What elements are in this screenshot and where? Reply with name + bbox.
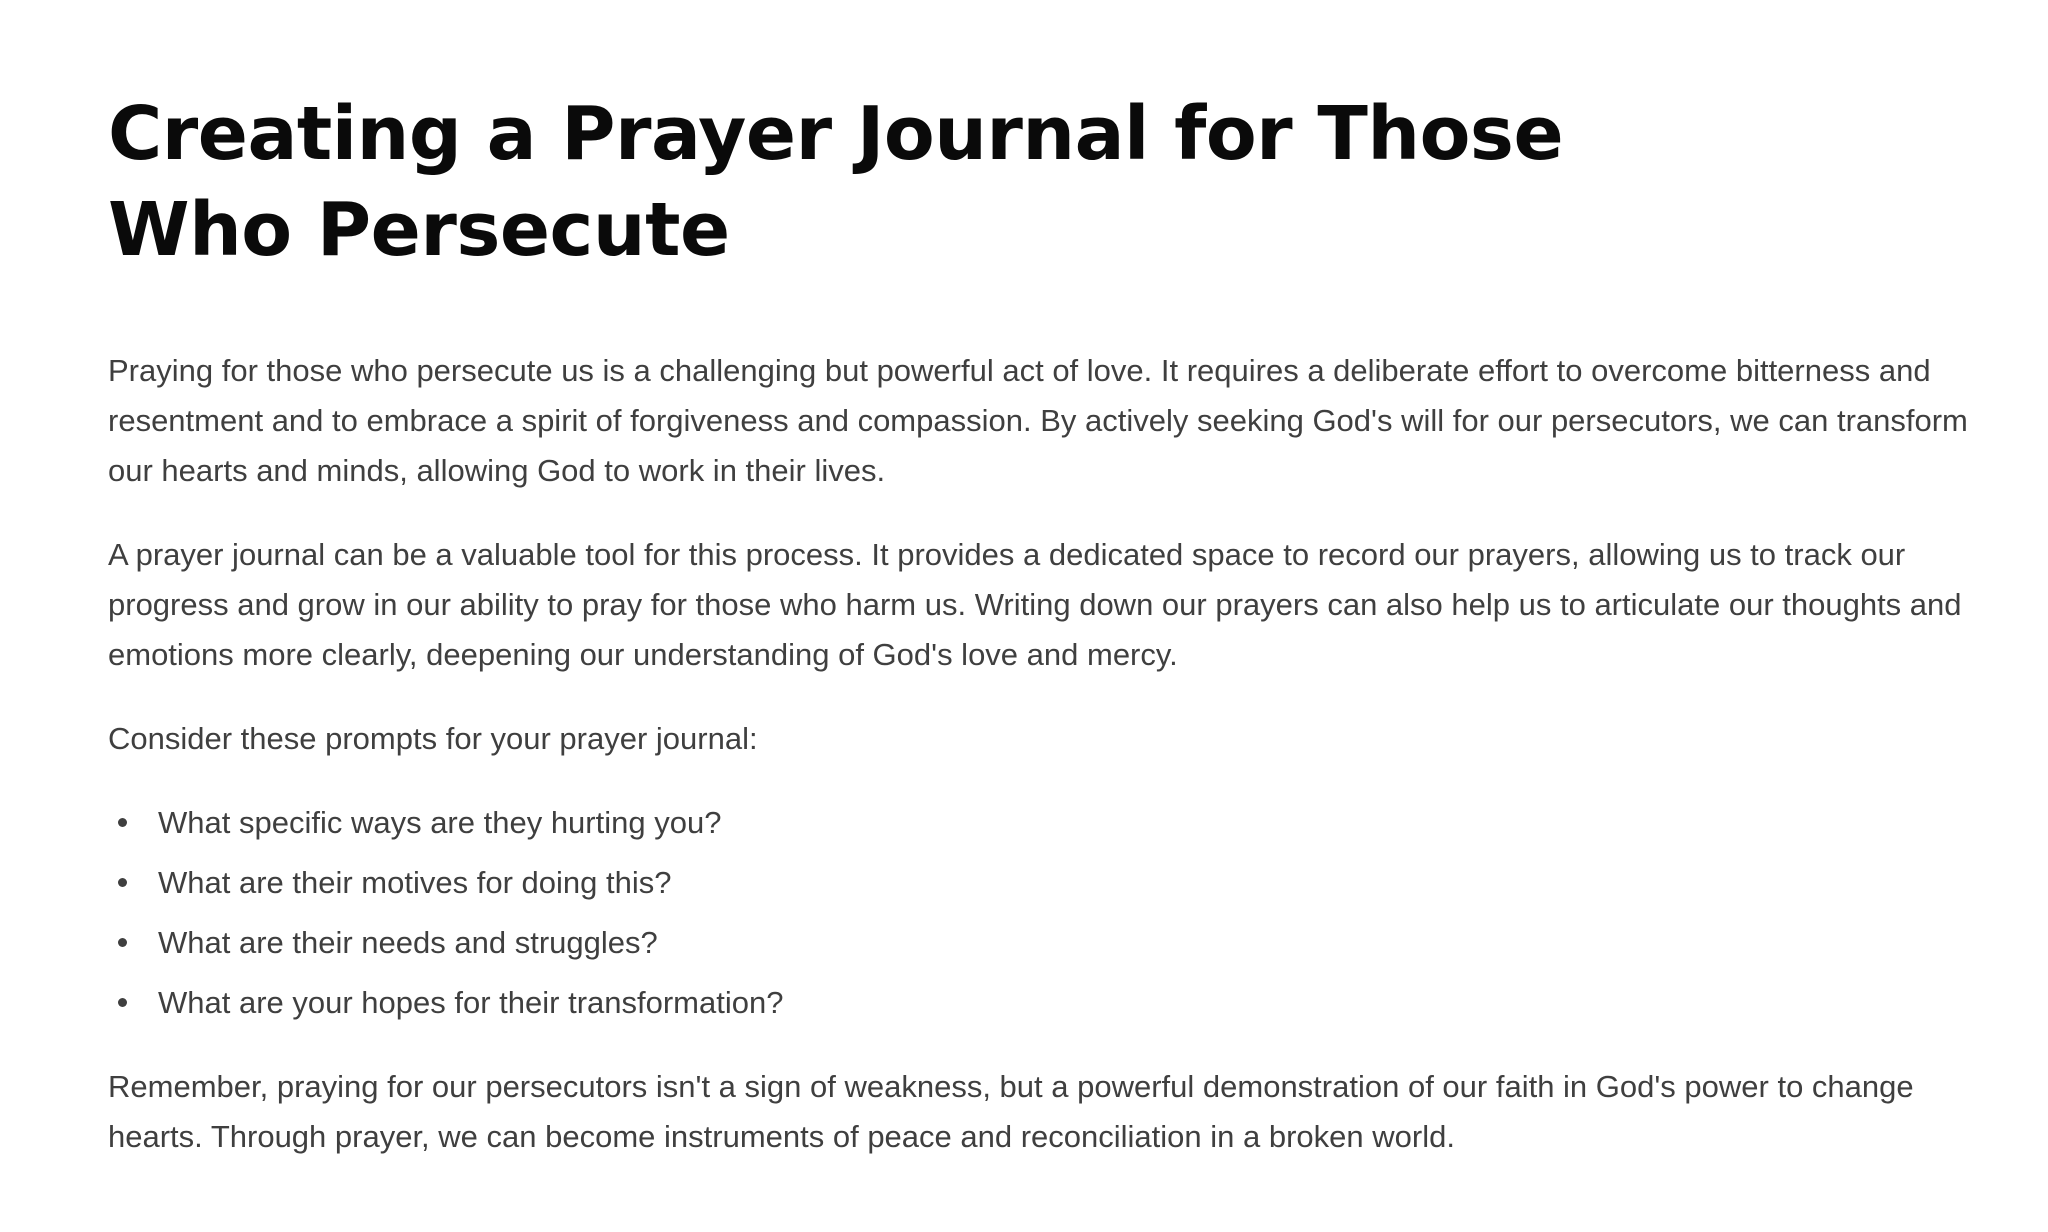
list-item — [158, 858, 1968, 908]
prompt-list — [108, 798, 1968, 1028]
list-item — [158, 918, 1968, 968]
prompts-intro: Consider these prompts for your prayer journal: — [108, 721, 758, 756]
closing-paragraph: Remember, praying for our persecutors isn't a sign of weakness, but a powerful demonstration of our faith in God's power to change hearts. Through prayer, we can become instruments of peace and reconciliation in a broken world. — [108, 1069, 1914, 1154]
bullet-icon — [118, 998, 127, 1007]
list-item-text: What are your hopes for their transformation? — [158, 985, 784, 1020]
list-item-text: What are their needs and struggles? — [158, 925, 658, 960]
list-item-text: What are their motives for doing this? — [158, 865, 672, 900]
article — [108, 86, 1968, 1162]
bullet-icon — [118, 938, 127, 947]
journal-paragraph: A prayer journal can be a valuable tool for this process. It provides a dedicated space to record our prayers, allowing us to track our progress and grow in our ability to pray for those who harm us. Writing down our prayers can also help us to articulate our thoughts and emotions more clearly, deepening our understanding of God's love and mercy. — [108, 537, 1962, 672]
article-title: Creating a Prayer Journal for Those Who Persecute — [108, 91, 1564, 273]
bullet-icon — [118, 818, 127, 827]
intro-paragraph: Praying for those who persecute us is a challenging but powerful act of love. It requires a deliberate effort to overcome bitterness and resentment and to embrace a spirit of forgiveness and compassion. By actively seeking God's will for our persecutors, we can transform our hearts and minds, allowing God to work in their lives. — [108, 353, 1968, 488]
list-item-text: What specific ways are they hurting you? — [158, 805, 722, 840]
list-item — [158, 798, 1968, 848]
bullet-icon — [118, 878, 127, 887]
list-item — [158, 978, 1968, 1028]
